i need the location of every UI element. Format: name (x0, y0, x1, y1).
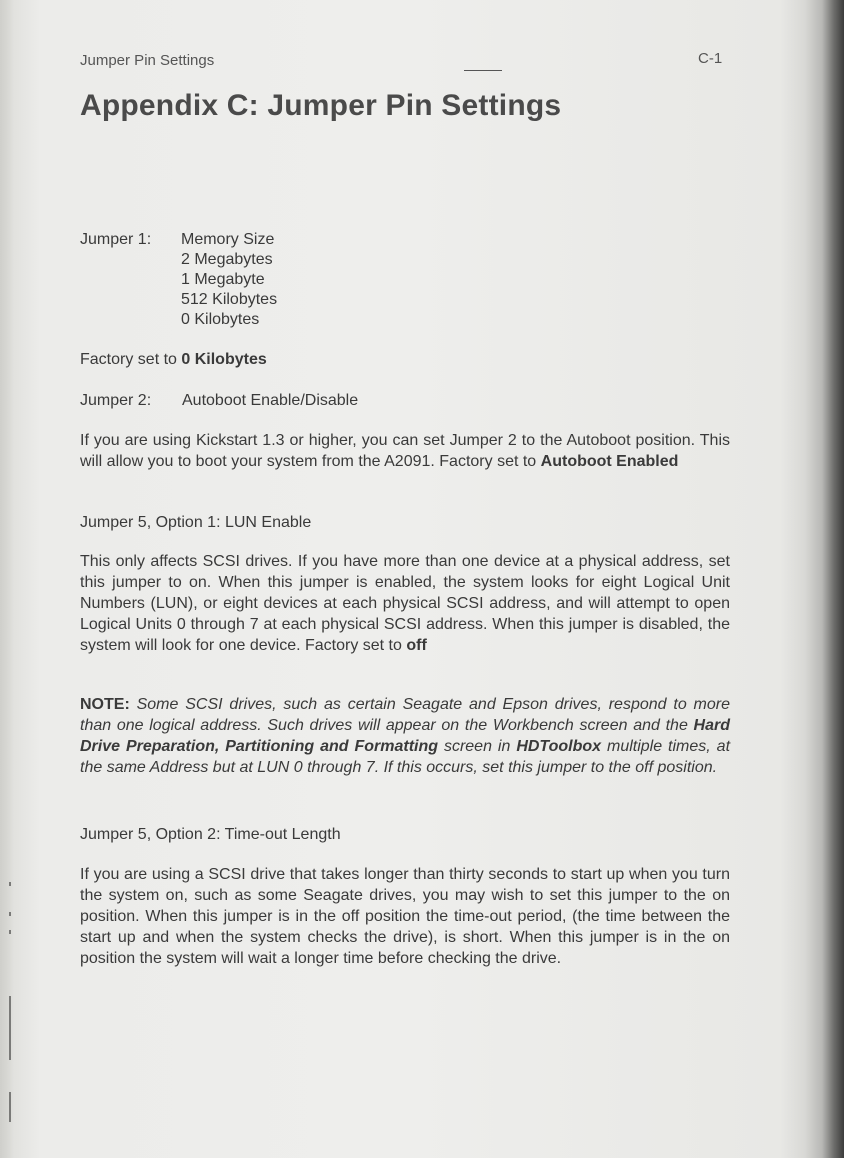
jumper2-text: If you are using Kickstart 1.3 or higher, you can set Jumper 2 to the Autoboot position. This will allow you to boot your system from the A2091. Factory set to (80, 432, 730, 470)
binding-mark (9, 996, 11, 1060)
page-number: C-1 (698, 50, 723, 67)
jumper5-option1-heading: Jumper 5, Option 1: LUN Enable (80, 514, 312, 531)
note-bold-text: Hard Drive Preparation, Partitioning and Formatting (80, 717, 730, 755)
jumper1-heading: Memory Size (181, 231, 275, 248)
jumper1-option: 512 Kilobytes (181, 291, 278, 308)
note-bold-text: HDToolbox (516, 738, 602, 755)
jumper1-label: Jumper 1: (80, 231, 152, 248)
jumper2-factory-value: Autoboot Enabled (540, 453, 679, 470)
jumper5-option1-paragraph (80, 551, 730, 656)
jumper5-option1-text: This only affects SCSI drives. If you have more than one device at a physical address, set this jumper to on. When this jumper is enabled, the system looks for eight Logical Unit Numbers (LUN), or eight devices at each physical SCSI address, and will attempt to open Logical Units 0 through 7 at each physical SCSI address. When this jumper is disabled, the system will look for one device. Factory set to (80, 553, 730, 654)
jumper1-option: 2 Megabytes (181, 251, 273, 268)
note-text: screen in (438, 738, 517, 755)
factory-value: 0 Kilobytes (181, 351, 267, 368)
jumper2-heading-line (80, 391, 358, 411)
header-rule (464, 70, 502, 71)
jumper5-option1-factory-value: off (406, 637, 427, 654)
jumper2-heading: Autoboot Enable/Disable (182, 392, 359, 409)
binding-mark (9, 882, 11, 886)
note-text: multiple times, at the same Address but at LUN 0 through 7. If this occurs, set this jumper to the off position. (80, 738, 731, 776)
jumper1-factory-setting (80, 350, 267, 370)
page-title: Appendix C: Jumper Pin Settings (80, 89, 562, 122)
jumper1-values (181, 230, 277, 330)
running-header: Jumper Pin Settings (80, 52, 215, 69)
note-paragraph (80, 694, 730, 778)
note-text: Some SCSI drives, such as certain Seagate and Epson drives, respond to more than one logical address. Such drives will appear on the Workbench screen and the (80, 696, 730, 734)
jumper2-label: Jumper 2: (80, 392, 152, 409)
binding-shadow (0, 0, 14, 1158)
jumper5-option2-paragraph: If you are using a SCSI drive that takes longer than thirty seconds to start up when you turn the system on, such as some Seagate drives, you may wish to set this jumper to the on position. When this jumper is in the off position the time-out period, (the time between the start up and when the system checks the drive), is short. When this jumper is in the on position the system will wait a longer time before checking the drive. (80, 866, 730, 967)
jumper5-option2-heading: Jumper 5, Option 2: Time-out Length (80, 826, 341, 843)
factory-prefix: Factory set to (80, 351, 182, 368)
note-lead: NOTE: (80, 696, 130, 713)
jumper1-option: 1 Megabyte (181, 271, 265, 288)
binding-mark (9, 912, 11, 916)
jumper1-option: 0 Kilobytes (181, 311, 260, 328)
binding-mark (9, 930, 11, 934)
binding-mark (9, 1092, 11, 1122)
jumper2-paragraph (80, 430, 730, 472)
